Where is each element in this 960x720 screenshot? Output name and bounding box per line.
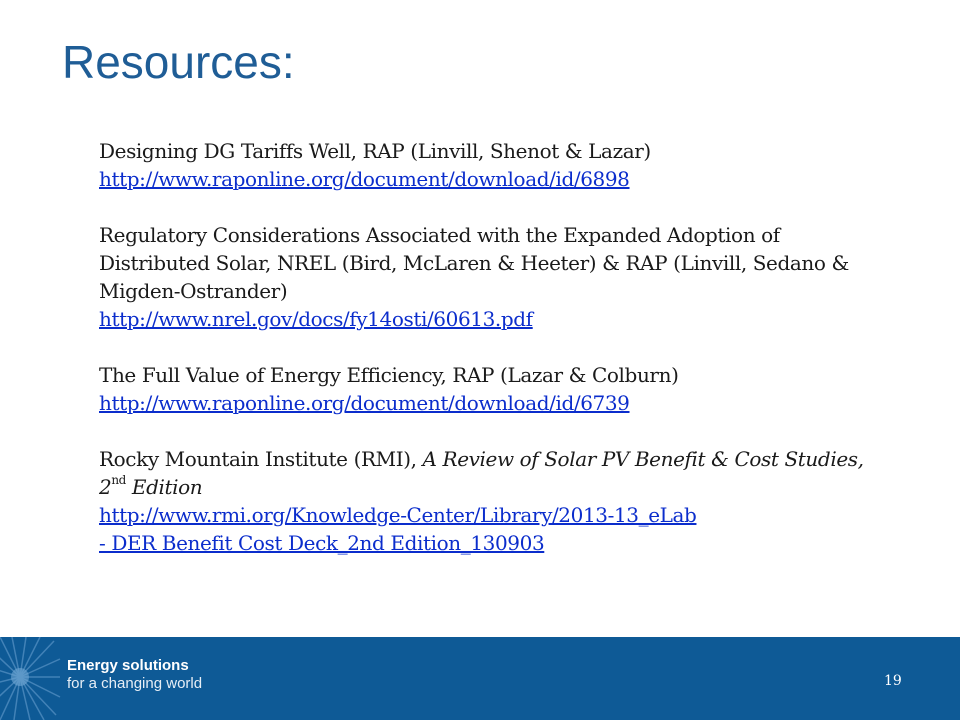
ordinal-suffix: nd — [111, 473, 126, 488]
resource-author: Rocky Mountain Institute (RMI), — [99, 447, 423, 471]
resource-entry-regulatory-considerations — [99, 221, 869, 333]
resource-link[interactable]: http://www.nrel.gov/docs/fy14osti/60613.pdf — [99, 307, 533, 331]
brand-line2: for a changing world — [67, 675, 203, 692]
page-number: 19 — [884, 673, 902, 689]
brand-tagline — [67, 657, 202, 693]
resource-title: Regulatory Considerations Associated with the Expanded Adoption of Distributed Solar, NREL (Bird, McLaren & Heeter) & RAP (Linvill, Sedano & Migden-Ostrander) — [99, 223, 849, 303]
resource-link[interactable]: http://www.raponline.org/document/download/id/6739 — [99, 391, 630, 415]
resource-title: The Full Value of Energy Efficiency, RAP (Lazar & Colburn) — [99, 363, 679, 387]
resource-link[interactable] — [99, 501, 869, 557]
footer-band — [0, 637, 960, 720]
resource-italic-title: A Review of Solar PV Benefit & Cost Studies, 2 — [99, 447, 864, 499]
resource-link-line2: - DER Benefit Cost Deck_2nd Edition_130903 — [99, 531, 545, 555]
resource-link-line1: http://www.rmi.org/Knowledge-Center/Library/2013-13_eLab — [99, 503, 697, 527]
resource-entry-rmi — [99, 445, 869, 557]
resource-italic-title-end: Edition — [125, 475, 203, 499]
resource-title: Designing DG Tariffs Well, RAP (Linvill, Shenot & Lazar) — [99, 139, 651, 163]
slide-title: Resources: — [62, 36, 295, 88]
brand-line1: Energy solutions — [67, 657, 189, 674]
resource-entry-dg-tariffs — [99, 137, 869, 193]
resource-entry-energy-efficiency — [99, 361, 869, 417]
resource-list — [99, 137, 869, 585]
resource-title — [99, 445, 869, 501]
resource-link[interactable]: http://www.raponline.org/document/download/id/6898 — [99, 167, 630, 191]
